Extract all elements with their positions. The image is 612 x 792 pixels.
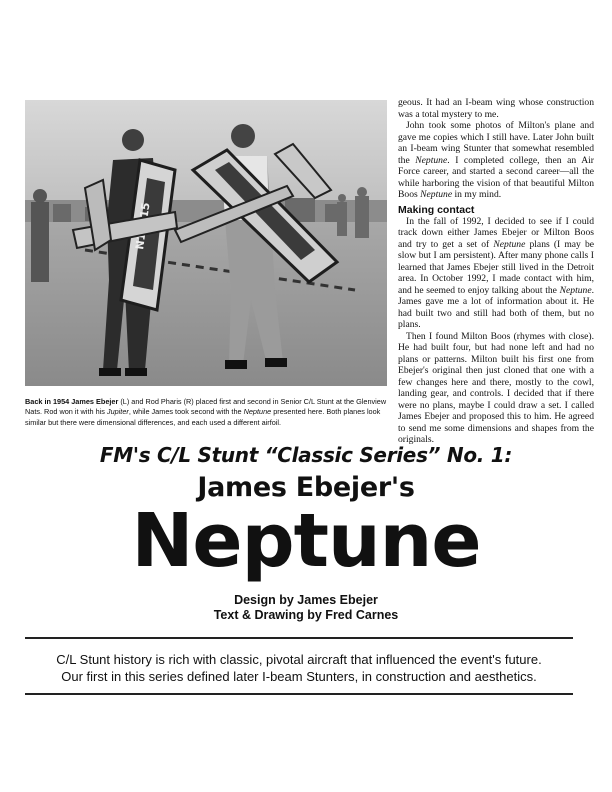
divider-top: [25, 637, 573, 639]
photo-modelers-with-planes: [25, 100, 387, 386]
intro-line-2: Our first in this series defined later I-beam Stunters, in construction and aesthetics.: [61, 669, 537, 684]
caption-lead: Back in 1954 James Ebejer: [25, 397, 119, 406]
divider-bottom: [25, 693, 573, 695]
caption-text-2: , while James took second with the: [128, 407, 244, 417]
photo-caption: [25, 397, 387, 428]
plane-name-title: Neptune: [131, 498, 481, 584]
caption-text-1: (L) and Rod Pharis (R) placed first and second in Senior C/L Stunt at the Glenview Nats. Rod won it with his: [25, 397, 387, 417]
design-credit: Design by James Ebejer: [234, 593, 378, 607]
article-paragraph-4: Then I found Milton Boos (rhymes with close). He had built four, but had none left and had no plans or patterns. Milton built his first one from Ebejer's original then just cloned that one with a few changes here and there, mostly to the cowl, landing gear, and controls. I decided that if there were no plans, maybe I could draw a set. I called James Ebejer and proposed this to him. He agreed to send me some dimensions and shapes from the originals.: [398, 330, 594, 445]
article-subheading: Making contact: [398, 203, 475, 216]
owner-title: James Ebejer's: [197, 472, 415, 503]
caption-neptune: Neptune: [243, 407, 272, 417]
article-paragraph-1: geous. It had an I-beam wing whose construction was a total mystery to me.: [398, 97, 594, 120]
article-paragraph-3: In the fall of 1992, I decided to see if I could track down either James Ebejer or Milton Boos and try to get a set of Neptune plans (I may be slow but I am persistent). After many phone calls I learned that James Ebejer still lived in the Detroit area. In October 1992, I made contact with him, and he seemed to enjoy talking about the Neptune. James gave me a lot of information about it. He had built two and still had both of them, but no plans.: [398, 215, 595, 330]
article-paragraph-2: John took some photos of Milton's plane and gave me copies which I still have. Later John built an I-beam wing Stunter that somewhat resembled the Neptune. I completed college, then an Air Force career, and started a second career—all the while harboring the vision of that beautiful Milton Boos Neptune in my mind.: [398, 120, 594, 200]
intro-line-1: C/L Stunt history is rich with classic, pivotal aircraft that influenced the event's future.: [56, 652, 542, 667]
caption-jupiter: Jupiter: [106, 407, 129, 417]
intro-blurb: [25, 651, 573, 685]
article-column: [398, 97, 594, 446]
caption-text-3: presented here. Both planes look similar but there were dimensional differences, and each used a different airfoil.: [25, 407, 381, 427]
credits: [0, 593, 612, 623]
series-title: FM's C/L Stunt “Classic Series” No. 1:: [99, 443, 513, 467]
text-credit: Text & Drawing by Fred Carnes: [213, 608, 399, 622]
